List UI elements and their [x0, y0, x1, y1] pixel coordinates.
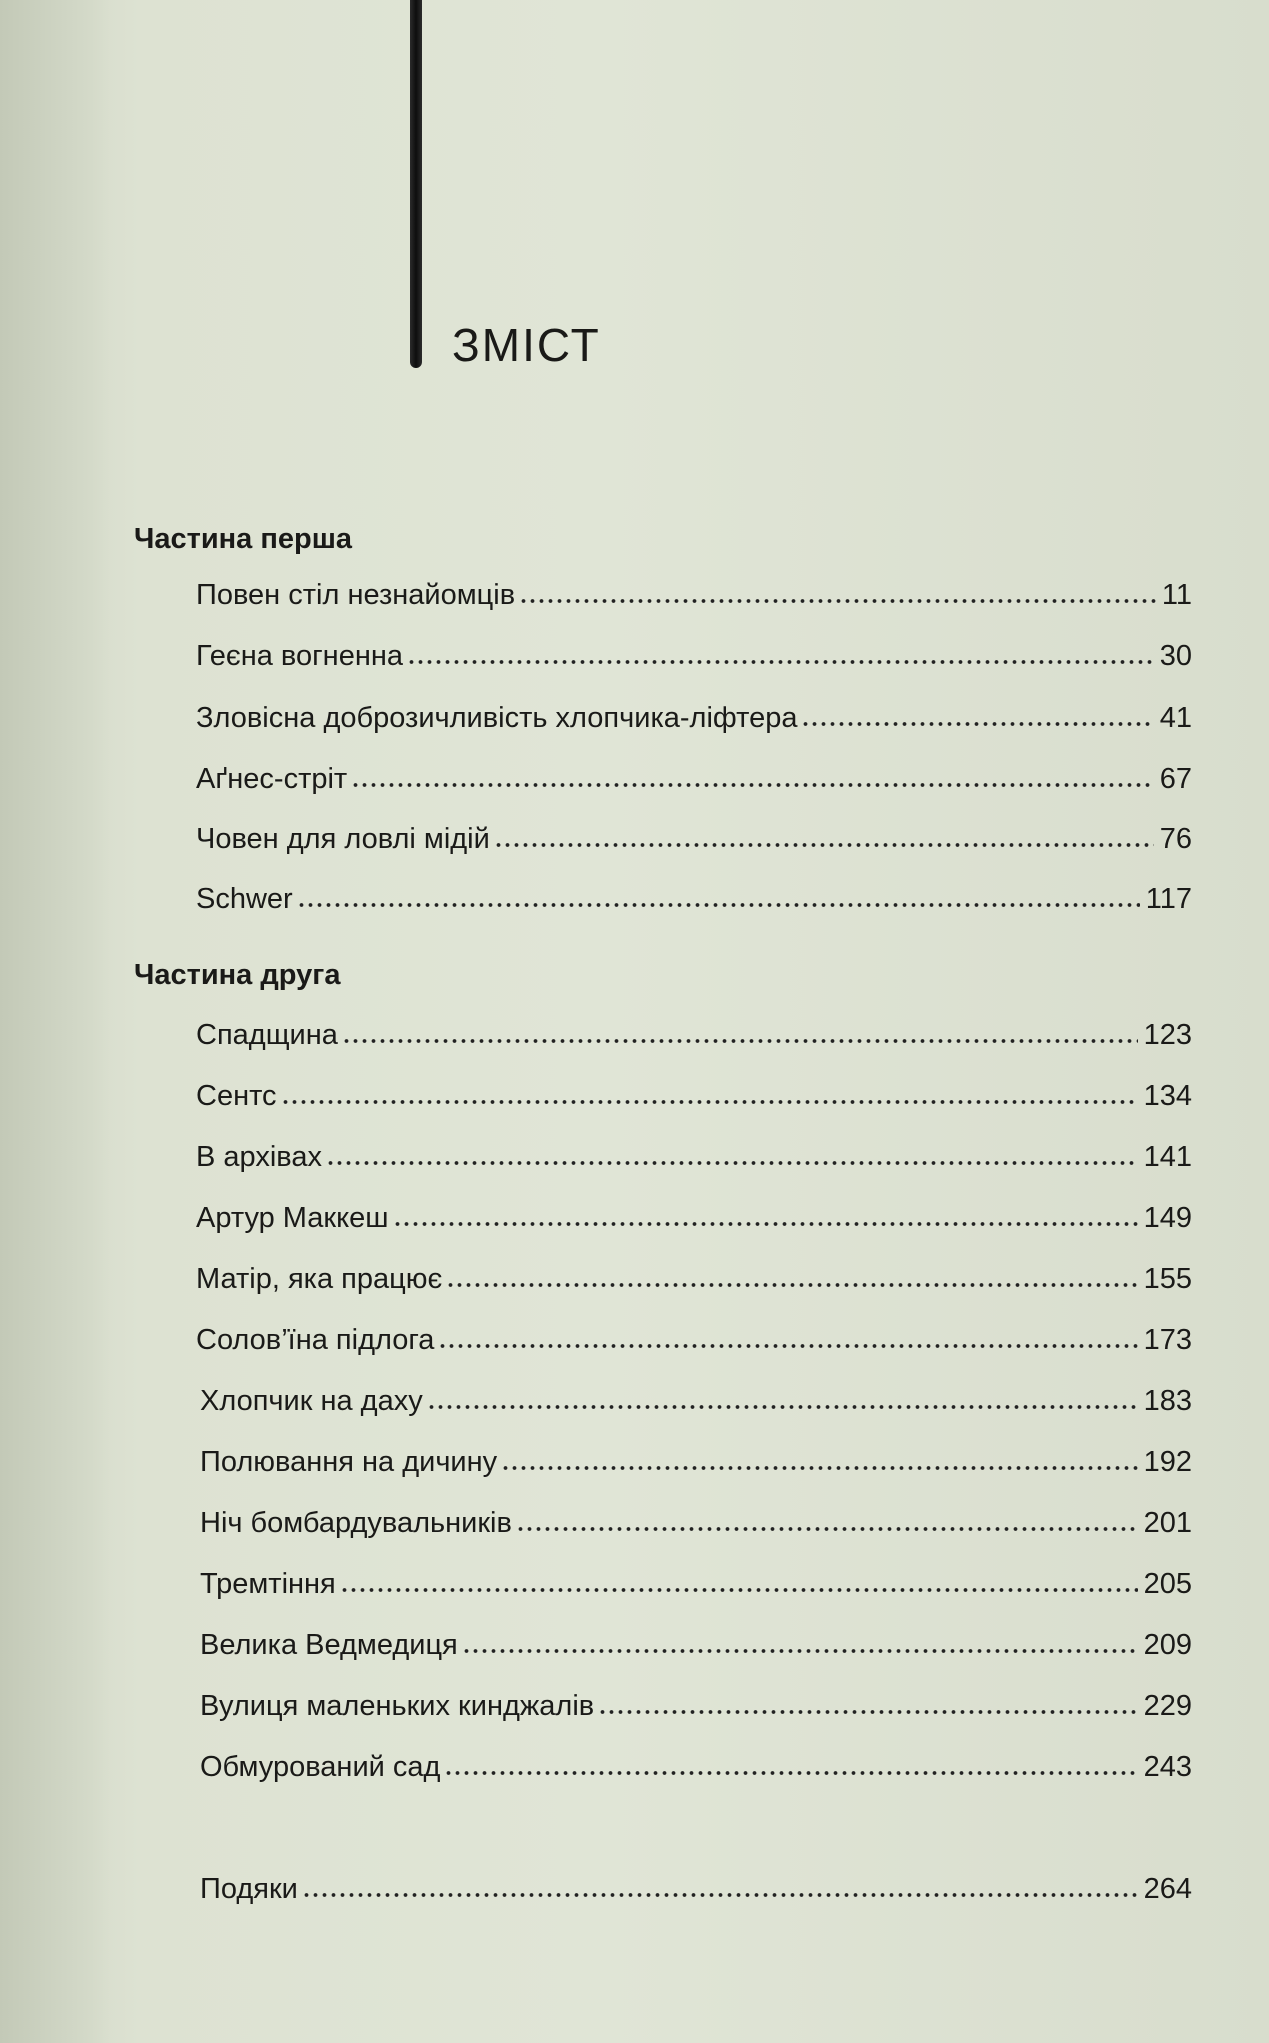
toc-entry-title: Зловісна доброзичливість хлопчика-ліфтера: [196, 702, 798, 734]
toc-entry: [196, 574, 1192, 610]
toc-entry-page: 201: [1143, 1507, 1192, 1539]
dot-leader: [326, 1160, 1138, 1166]
toc-entry-title: Аґнес-стріт: [196, 763, 348, 795]
page-title: ЗМІСТ: [452, 319, 601, 371]
toc-entry-page: 155: [1143, 1263, 1192, 1295]
toc-entry-title: Солов’їна підлога: [196, 1324, 435, 1356]
toc-entry-title: Schwer: [196, 883, 293, 915]
toc-entry: [196, 1075, 1192, 1111]
toc-entry-page: 264: [1143, 1873, 1192, 1905]
toc-entry-title: Повен стіл незнайомців: [196, 579, 516, 611]
part-2-title: Частина друга: [134, 959, 341, 991]
toc-entry-page: 192: [1143, 1446, 1192, 1478]
toc-entry-title: Тремтіння: [200, 1568, 336, 1600]
dot-leader: [302, 1892, 1138, 1898]
toc-entry-title: Велика Ведмедиця: [200, 1629, 458, 1661]
toc-entry-page: 11: [1161, 579, 1192, 611]
dot-leader: [444, 1770, 1137, 1776]
toc-entry-acknowledgements: [200, 1868, 1192, 1904]
toc-entry-title: Човен для ловлі мідій: [196, 823, 490, 855]
toc-entry-page: 30: [1159, 640, 1192, 672]
toc-entry: [196, 1319, 1192, 1355]
part-1-title: Частина перша: [134, 523, 353, 555]
toc-entry-page: 229: [1143, 1690, 1192, 1722]
dot-leader: [494, 842, 1154, 848]
dot-leader: [297, 902, 1140, 908]
toc-entry: [196, 758, 1192, 794]
page-gutter-shadow: [0, 0, 110, 2043]
toc-entry: [200, 1502, 1192, 1538]
toc-entry-page: 183: [1143, 1385, 1192, 1417]
toc-entry-page: 117: [1145, 883, 1192, 915]
toc-entry: [200, 1563, 1192, 1599]
dot-leader: [462, 1648, 1138, 1654]
toc-entry-title: В архівах: [196, 1141, 322, 1173]
toc-entry: [200, 1685, 1192, 1721]
toc-entry: [196, 818, 1192, 854]
toc-entry-page: 67: [1159, 763, 1192, 795]
toc-entry-title: Полювання на дичину: [200, 1446, 498, 1478]
dot-leader: [501, 1465, 1137, 1471]
toc-entry-title: Спадщина: [196, 1019, 338, 1051]
toc-entry-page: 149: [1143, 1202, 1192, 1234]
bookmark-ribbon: [410, 0, 422, 368]
dot-leader: [342, 1038, 1138, 1044]
toc-entry-page: 243: [1143, 1751, 1192, 1783]
toc-entry-page: 205: [1143, 1568, 1192, 1600]
toc-entry: [200, 1441, 1192, 1477]
toc-entry: [196, 1197, 1192, 1233]
toc-entry-page: 41: [1159, 702, 1192, 734]
toc-entry-title: Хлопчик на даху: [200, 1385, 423, 1417]
toc-entry-title: Матір, яка працює: [196, 1263, 443, 1295]
dot-leader: [801, 721, 1153, 727]
dot-leader: [281, 1099, 1138, 1105]
toc-entry-title: Сентс: [196, 1080, 277, 1112]
dot-leader: [340, 1587, 1138, 1593]
toc-entry-title: Обмурований сад: [200, 1751, 441, 1783]
toc-entry: [196, 697, 1192, 733]
dot-leader: [393, 1221, 1138, 1227]
toc-entry-title: Подяки: [200, 1873, 298, 1905]
dot-leader: [598, 1709, 1137, 1715]
toc-entry-page: 141: [1143, 1141, 1192, 1173]
dot-leader: [427, 1404, 1138, 1410]
toc-entry-page: 123: [1143, 1019, 1192, 1051]
toc-entry: [196, 635, 1192, 671]
toc-entry-page: 76: [1159, 823, 1192, 855]
dot-leader: [446, 1282, 1137, 1288]
toc-entry-title: Вулиця маленьких кинджалів: [200, 1690, 595, 1722]
toc-entry: [196, 1014, 1192, 1050]
toc-entry: [196, 1258, 1192, 1294]
toc-entry: [200, 1624, 1192, 1660]
toc-entry: [196, 878, 1192, 914]
dot-leader: [516, 1526, 1138, 1532]
toc-entry-title: Геєна вогненна: [196, 640, 403, 672]
toc-entry-title: Артур Маккеш: [196, 1202, 389, 1234]
dot-leader: [351, 782, 1154, 788]
toc-entry-page: 173: [1143, 1324, 1192, 1356]
dot-leader: [519, 598, 1156, 604]
dot-leader: [438, 1343, 1137, 1349]
dot-leader: [407, 659, 1154, 665]
toc-entry-title: Ніч бомбардувальників: [200, 1507, 512, 1539]
toc-entry-page: 209: [1143, 1629, 1192, 1661]
toc-entry: [200, 1746, 1192, 1782]
toc-entry: [200, 1380, 1192, 1416]
toc-entry: [196, 1136, 1192, 1172]
toc-entry-page: 134: [1143, 1080, 1192, 1112]
